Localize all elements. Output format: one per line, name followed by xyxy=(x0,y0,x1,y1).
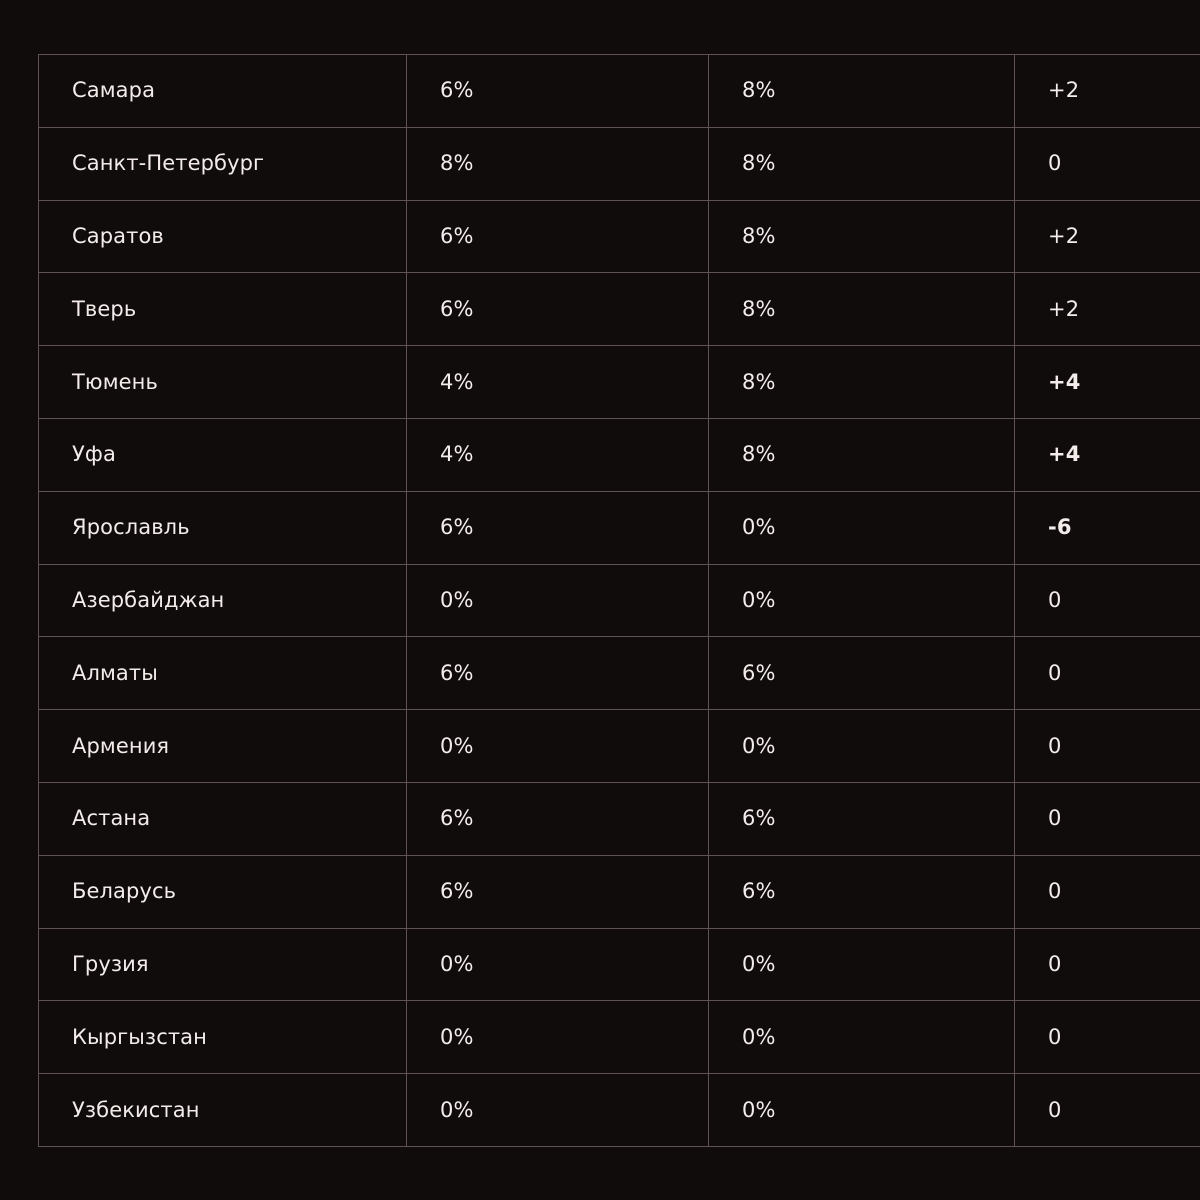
value-1-cell: 0% xyxy=(407,928,709,1001)
difference-cell: 0 xyxy=(1015,127,1200,200)
value-1-cell: 0% xyxy=(407,1001,709,1074)
value-2-cell: 8% xyxy=(709,200,1015,273)
value-1-cell: 6% xyxy=(407,273,709,346)
difference-cell: +2 xyxy=(1015,200,1200,273)
value-2-cell: 0% xyxy=(709,1074,1015,1147)
value-1-cell: 8% xyxy=(407,127,709,200)
region-name-cell: Ярославль xyxy=(39,491,407,564)
table-row xyxy=(39,564,1200,637)
difference-cell: 0 xyxy=(1015,710,1200,783)
region-name-cell: Санкт-Петербург xyxy=(39,127,407,200)
difference-cell: 0 xyxy=(1015,1001,1200,1074)
value-2-cell: 8% xyxy=(709,127,1015,200)
region-name-cell: Саратов xyxy=(39,200,407,273)
value-2-cell: 0% xyxy=(709,928,1015,1001)
table-row xyxy=(39,1001,1200,1074)
value-1-cell: 6% xyxy=(407,491,709,564)
difference-cell: 0 xyxy=(1015,564,1200,637)
table-row xyxy=(39,55,1200,128)
value-2-cell: 8% xyxy=(709,55,1015,128)
value-2-cell: 8% xyxy=(709,273,1015,346)
table-row xyxy=(39,710,1200,783)
value-2-cell: 6% xyxy=(709,855,1015,928)
value-2-cell: 0% xyxy=(709,491,1015,564)
region-name-cell: Узбекистан xyxy=(39,1074,407,1147)
table-row xyxy=(39,127,1200,200)
table-row xyxy=(39,346,1200,419)
difference-cell: +4 xyxy=(1015,346,1200,419)
region-name-cell: Уфа xyxy=(39,418,407,491)
difference-cell: +4 xyxy=(1015,418,1200,491)
value-1-cell: 6% xyxy=(407,637,709,710)
value-1-cell: 6% xyxy=(407,55,709,128)
region-name-cell: Грузия xyxy=(39,928,407,1001)
region-name-cell: Астана xyxy=(39,782,407,855)
table-row xyxy=(39,855,1200,928)
table-row xyxy=(39,418,1200,491)
difference-cell: 0 xyxy=(1015,782,1200,855)
difference-cell: 0 xyxy=(1015,928,1200,1001)
value-2-cell: 0% xyxy=(709,1001,1015,1074)
difference-cell: 0 xyxy=(1015,855,1200,928)
table-row xyxy=(39,273,1200,346)
table-row xyxy=(39,782,1200,855)
difference-cell: -6 xyxy=(1015,491,1200,564)
region-name-cell: Беларусь xyxy=(39,855,407,928)
region-name-cell: Тюмень xyxy=(39,346,407,419)
region-name-cell: Азербайджан xyxy=(39,564,407,637)
value-1-cell: 4% xyxy=(407,346,709,419)
value-2-cell: 8% xyxy=(709,346,1015,419)
difference-cell: +2 xyxy=(1015,273,1200,346)
value-1-cell: 6% xyxy=(407,855,709,928)
value-2-cell: 0% xyxy=(709,564,1015,637)
value-1-cell: 0% xyxy=(407,1074,709,1147)
table-row xyxy=(39,637,1200,710)
difference-cell: +2 xyxy=(1015,55,1200,128)
value-2-cell: 8% xyxy=(709,418,1015,491)
table-row xyxy=(39,928,1200,1001)
region-name-cell: Тверь xyxy=(39,273,407,346)
difference-cell: 0 xyxy=(1015,1074,1200,1147)
difference-cell: 0 xyxy=(1015,637,1200,710)
table-row xyxy=(39,200,1200,273)
region-name-cell: Самара xyxy=(39,55,407,128)
value-1-cell: 4% xyxy=(407,418,709,491)
region-name-cell: Армения xyxy=(39,710,407,783)
value-1-cell: 0% xyxy=(407,710,709,783)
table-row xyxy=(39,491,1200,564)
value-1-cell: 6% xyxy=(407,200,709,273)
value-1-cell: 0% xyxy=(407,564,709,637)
region-name-cell: Кыргызстан xyxy=(39,1001,407,1074)
table-body xyxy=(39,55,1200,1147)
region-name-cell: Алматы xyxy=(39,637,407,710)
table-row xyxy=(39,1074,1200,1147)
value-2-cell: 6% xyxy=(709,782,1015,855)
value-2-cell: 0% xyxy=(709,710,1015,783)
value-2-cell: 6% xyxy=(709,637,1015,710)
value-1-cell: 6% xyxy=(407,782,709,855)
rates-table xyxy=(38,54,1200,1147)
